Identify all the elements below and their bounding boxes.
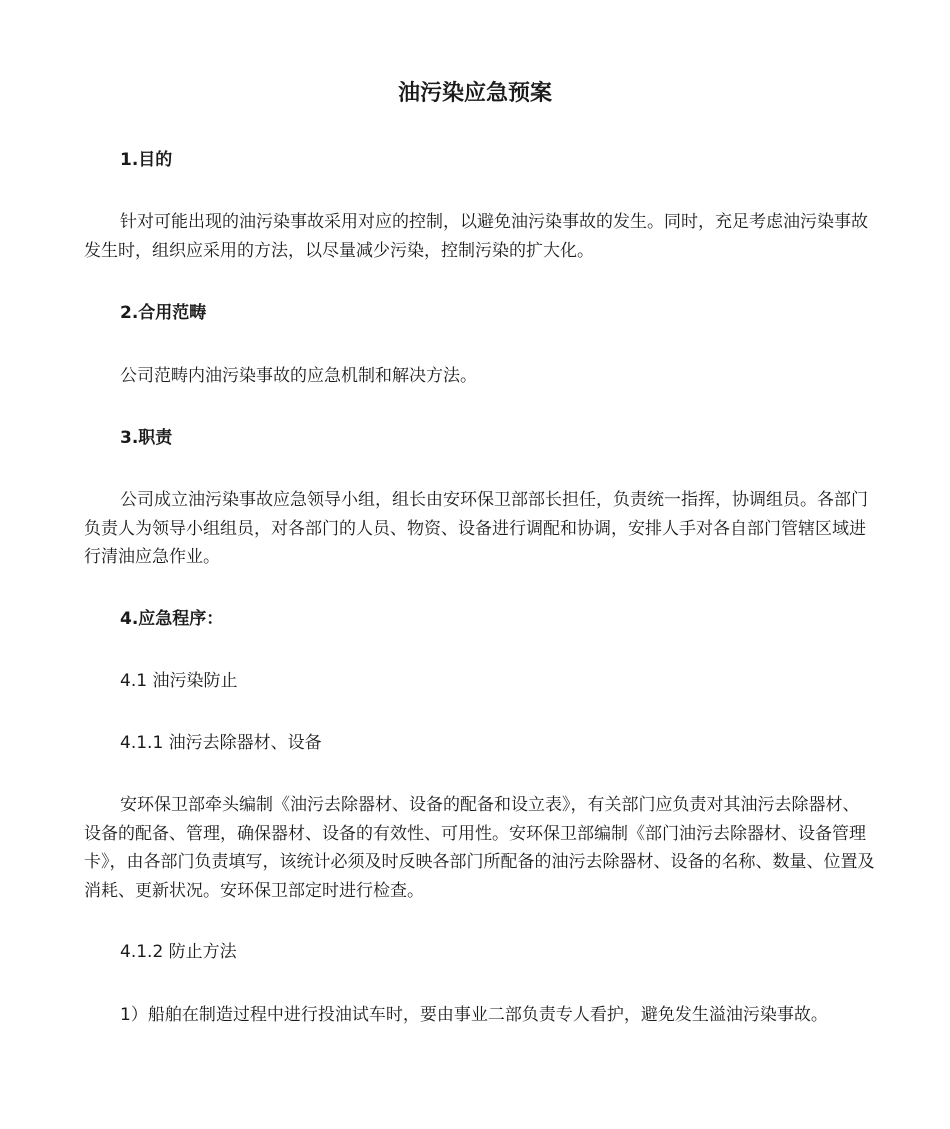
list-item-prevention-method-1: 1）船舶在制造过程中进行投油试车时，要由事业二部负责专人看护，避免发生溢油污染事故。 — [120, 1005, 828, 1025]
section-heading-emergency-procedure: 4.应急程序： — [120, 609, 224, 629]
section-heading-purpose: 1.目的 — [120, 150, 173, 170]
section-heading-scope: 2.合用范畴 — [120, 303, 207, 323]
document-title: 油污染应急预案 — [397, 81, 552, 106]
section-body-purpose: 针对可能出现的油污染事故采用对应的控制，以避免油污染事故的发生。同时，充足考虑油污染事故发生时，组织应采用的方法，以尽量减少污染，控制污染的扩大化。 — [84, 212, 868, 261]
section-body-responsibilities: 公司成立油污染事故应急领导小组，组长由安环保卫部部长担任，负责统一指挥，协调组员。各部门负责人为领导小组组员，对各部门的人员、物资、设备进行调配和协调，安排人手对各自部门管辖区域进行清油应急作业。 — [84, 490, 868, 567]
subsection-body-removal-equipment: 安环保卫部牵头编制《油污去除器材、设备的配备和设立表》，有关部门应负责对其油污去除器材、设备的配备、管理，确保器材、设备的有效性、可用性。安环保卫部编制《部门油污去除器材、设备管理卡》，由各部门负责填写，该统计必须及时反映各部门所配备的油污去除器材、设备的名称、数量、位置及消耗、更新状况。安环保卫部定时进行检查。 — [84, 795, 875, 901]
subsection-heading-prevention-methods: 4.1.2 防止方法 — [120, 942, 237, 962]
subsection-heading-oil-pollution-prevention: 4.1 油污染防止 — [120, 671, 238, 691]
subsection-heading-removal-equipment: 4.1.1 油污去除器材、设备 — [120, 733, 322, 753]
section-body-scope: 公司范畴内油污染事故的应急机制和解决方法。 — [120, 366, 477, 386]
section-heading-responsibilities: 3.职责 — [120, 428, 173, 448]
